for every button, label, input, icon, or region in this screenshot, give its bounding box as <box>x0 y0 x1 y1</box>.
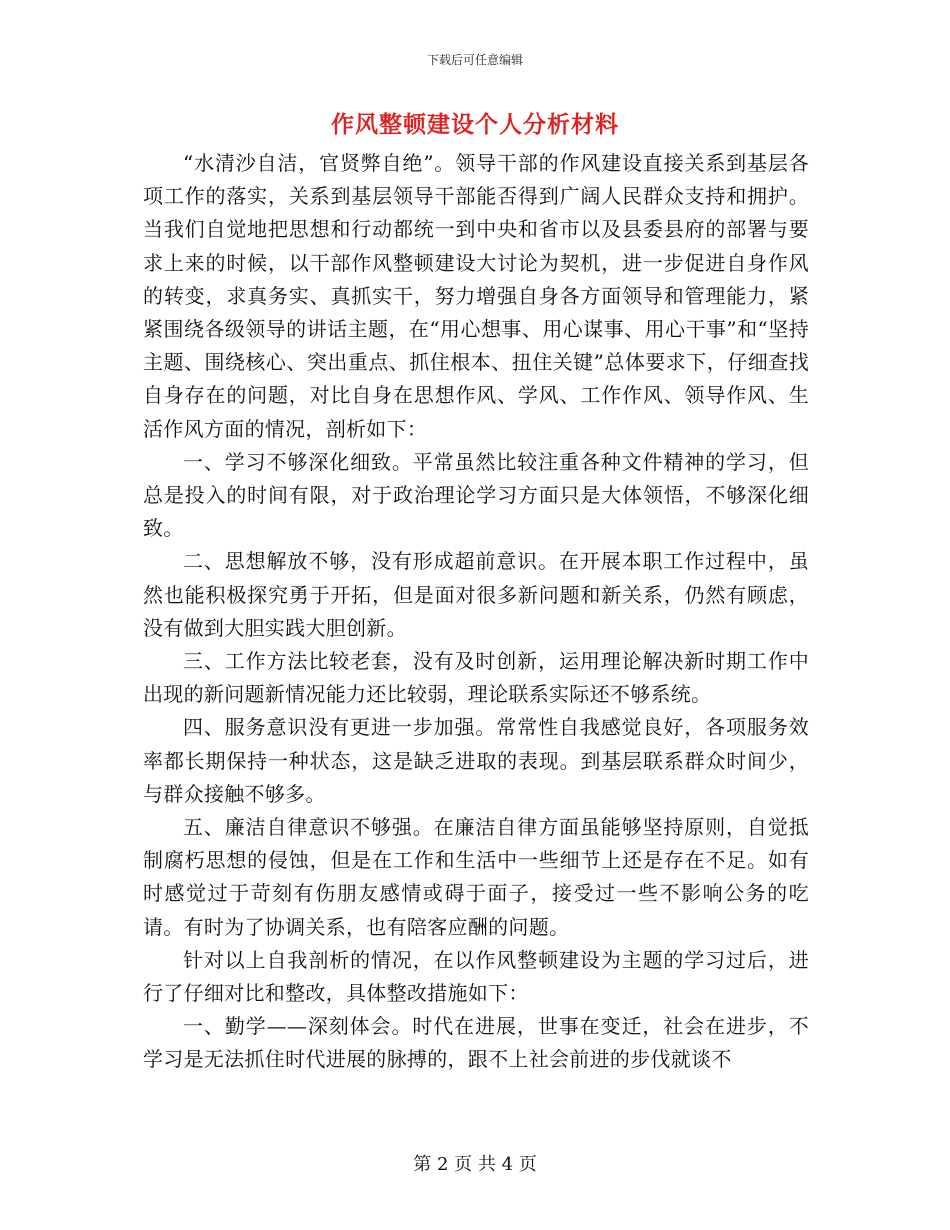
paragraph-issue-1: 一、学习不够深化细致。平常虽然比较注重各种文件精神的学习，但总是投入的时间有限，对于政治理论学习方面只是大体领悟，不够深化细致。 <box>143 449 809 541</box>
paragraph-issue-3: 三、工作方法比较老套，没有及时创新，运用理论解决新时期工作中出现的新问题新情况能力还比较弱，理论联系实际还不够系统。 <box>143 649 809 707</box>
page-header-note: 下载后可任意编辑 <box>426 53 523 67</box>
paragraph-issue-4: 四、服务意识没有更进一步加强。常常性自我感觉良好，各项服务效率都长期保持一种状态，这是缺乏进取的表现。到基层联系群众时间少，与群众接触不够多。 <box>143 715 809 806</box>
paragraph-measure-1: 一、勤学——深刻体会。时代在进展，世事在变迁，社会在进步，不学习是无法抓住时代进展的脉搏的，跟不上社会前进的步伐就谈不 <box>143 1014 809 1072</box>
paragraph-intro: “水清沙自洁，官贤弊自绝”。领导干部的作风建设直接关系到基层各项工作的落实，关系到基层领导干部能否得到广阔人民群众支持和拥护。当我们自觉地把思想和行动都统一到中央和省市以及县委县府的部署与要求上来的时候，以干部作风整顿建设大讨论为契机，进一步促进自身作风的转变，求真务实、真抓实干，努力增强自身各方面领导和管理能力，紧紧围绕各级领导的讲话主题，在“用心想事、用心谋事、用心干事”和“坚持主题、围绕核心、突出重点、抓住根本、扭住关键”总体要求下，仔细查找自身存在的问题，对比自身在思想作风、学风、工作作风、领导作风、生活作风方面的情况，剖析如下： <box>143 151 809 441</box>
paragraph-measures-intro: 针对以上自我剖析的情况，在以作风整顿建设为主题的学习过后，进行了仔细对比和整改，具体整改措施如下： <box>143 947 809 1006</box>
paragraph-issue-5: 五、廉洁自律意识不够强。在廉洁自律方面虽能够坚持原则，自觉抵制腐朽思想的侵蚀，但是在工作和生活中一些细节上还是存在不足。如有时感觉过于苛刻有伤朋友感情或碍于面子，接受过一些不影响公务的吃请。有时为了协调关系，也有陪客应酬的问题。 <box>143 815 809 939</box>
paragraph-issue-2: 二、思想解放不够，没有形成超前意识。在开展本职工作过程中，虽然也能积极探究勇于开拓，但是面对很多新问题和新关系，仍然有顾虑，没有做到大胆实践大胆创新。 <box>143 549 809 640</box>
page-number-footer: 第 2 页 共 4 页 <box>413 1154 537 1175</box>
document-title: 作风整顿建设个人分析材料 <box>331 111 619 138</box>
document-body <box>143 147 809 1077</box>
